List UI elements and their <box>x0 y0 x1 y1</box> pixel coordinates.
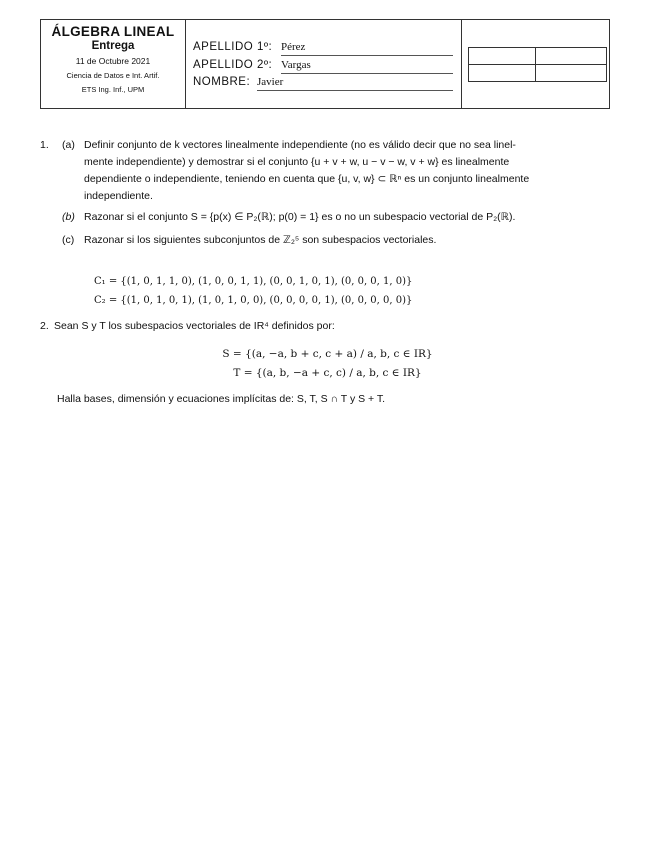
name-label: NOMBRE: <box>193 76 251 88</box>
set-c1: C₁ = {(1, 0, 1, 1, 0), (1, 0, 0, 1, 1), (0, 0, 1, 0, 1), (0, 0, 0, 1, 0)} <box>94 276 413 287</box>
problem-1a-line3: dependiente o independiente, teniendo en cuenta que {u, v, w} ⊂ ℝⁿ es un conjunto linealmente <box>84 173 530 185</box>
subspace-t-definition: T = {(a, b, −a + c, c) / a, b, c ∈ IR} <box>233 367 422 379</box>
surname1-field <box>193 41 306 53</box>
problem-1-number: 1. <box>40 139 49 151</box>
surname1-label: APELLIDO 1º: <box>193 41 273 53</box>
problem-1a-line2: mente independiente) y demostrar si el conjunto {u + v + w, u − v − w, v + w} es linealmente <box>84 156 510 168</box>
surname1-value[interactable]: Pérez <box>281 41 453 56</box>
course-title: ÁLGEBRA LINEAL <box>51 24 175 39</box>
grade-cell <box>469 65 536 82</box>
problem-1b-label: (b) <box>62 211 75 223</box>
set-c2: C₂ = {(1, 0, 1, 0, 1), (1, 0, 1, 0, 0), (0, 0, 0, 0, 1), (0, 0, 0, 0, 0)} <box>94 295 413 306</box>
grade-area <box>461 20 609 108</box>
school-name: ETS Ing. Inf., UPM <box>81 85 145 94</box>
exam-date: 11 de Octubre 2021 <box>75 56 151 66</box>
problem-1a-label: (a) <box>62 139 75 151</box>
grade-cell <box>469 48 536 65</box>
problem-1c-label: (c) <box>62 234 75 246</box>
problem-2-task: Halla bases, dimensión y ecuaciones implícitas de: S, T, S ∩ T y S + T. <box>57 393 386 405</box>
surname2-label: APELLIDO 2º: <box>193 59 273 71</box>
surname2-field <box>193 59 311 71</box>
problem-1a-line1: Definir conjunto de k vectores linealmente independiente (no es válido decir que no sea linel- <box>84 139 516 151</box>
grade-cell <box>536 65 607 82</box>
exam-header <box>40 19 610 109</box>
problem-1a-line4: independiente. <box>84 190 153 202</box>
problem-1c-text: Razonar si los siguientes subconjuntos de ℤ₂⁵ son subespacios vectoriales. <box>84 234 437 246</box>
grade-table <box>468 47 607 82</box>
name-value[interactable]: Javier <box>257 76 453 91</box>
problem-2-intro: Sean S y T los subespacios vectoriales de IR⁴ definidos por: <box>54 320 335 332</box>
degree-name: Ciencia de Datos e Int. Artif. <box>66 71 160 80</box>
subspace-s-definition: S = {(a, −a, b + c, c + a) / a, b, c ∈ IR} <box>222 348 433 360</box>
grade-cell <box>536 48 607 65</box>
course-info <box>41 20 186 108</box>
problem-1b-text: Razonar si el conjunto S = {p(x) ∈ P₂(ℝ); p(0) = 1} es o no un subespacio vectorial de P₂(ℝ). <box>84 211 516 223</box>
name-field <box>193 76 284 88</box>
assignment-type: Entrega <box>91 40 135 52</box>
problem-2-number: 2. <box>40 320 49 332</box>
student-fields <box>185 20 462 108</box>
surname2-value[interactable]: Vargas <box>281 59 453 74</box>
